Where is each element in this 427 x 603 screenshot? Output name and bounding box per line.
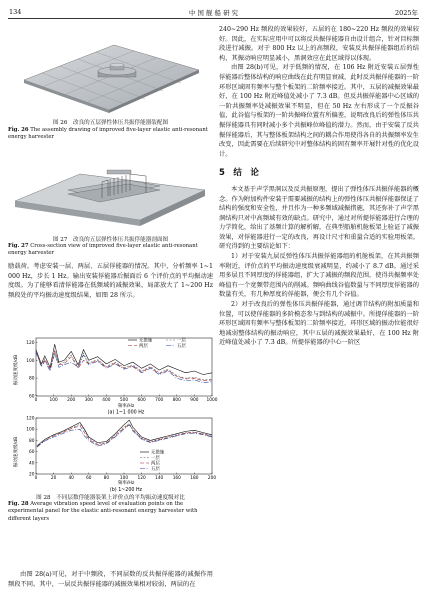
chart-a-xtick-label: 300 [84,398,93,403]
year-issue: 2025年 [394,9,418,17]
chart-b-xtick-label: 40 [68,476,74,481]
right-paragraph-2: 由图 28(b)可见，对于低频的情况，在 106 Hz 附近安装五层弹性俘能器后整体结构的响应曲线在此有明显衰减，此时反共振俘能器的一阶环形区域固有频率与整个板架的二阶频率接近。其中，五层的减振效果最好，在 100 Hz 附近峰值处减小了 7.3 dB。但反共振俘能器中心区域的一阶共振频率处减振效果不明显，但在 50 Hz 左右形成了一个反振谷值，此谷值与板架的一阶共振峰位置有所偏差，说明改良后的弹性体压共振俘能器具有同时减小多个共振峰位峰值的潜力。然而，由于安装了反共振俘能器后，其与整体板架结构之间的耦合作用使得各自的共振频率发生改变，因此需要在后续研究中对整体结构的固有频率开展针对性的优化设计。 [219,64,419,158]
fig28-caption-en [8,501,213,523]
chart-a-panel-label: (a) 1~1 000 Hz [107,410,145,416]
chart-b-xtick-label: 20 [50,476,57,481]
chart-b-xtick-label: 80 [103,476,110,481]
chart-a-xtick-label: 200 [67,398,76,403]
fig26-label: Fig. 26 [8,127,29,133]
chart-b-xtick-label: 180 [190,476,199,481]
chart-a-legend-label-0: 无措施 [139,338,153,344]
chart-b-xlabel: 频率/Hz [117,481,135,486]
chart-a-xtick-label: 600 [137,398,146,403]
chart-b-legend-label-3: 五层 [151,467,160,473]
chart-a-xtick-label: 1000 [206,398,218,403]
chart-b-legend-label-0: 无措施 [151,450,165,456]
right-paragraph-3: 本文基于声学黑洞以及反共振原理，提出了弹性体压共振俘能器的概念。作为附加构件安装于需要减振的结构上的弹性体压共振俘能器保证了结构的强度和安全性，并且作为一种多频域减振措施，其还弥补了声学黑洞结构只对中高频域有效的缺点。研究中，通过对所提俘能器进行合理的力学简化，给出了基频计算的解析解，在典型船舶机舱板架上验证了减振效果，对俘能器进行一定的改良，再设计尺寸和重量合适的实验用板架。研究得到的主要结论如下： [219,185,419,251]
header-rule [8,18,419,19]
chart-b-series-line-3 [37,425,212,447]
chart-b-xtick-label: 140 [155,476,164,481]
chart-a-legend-label-1: 一层 [177,338,186,344]
chart-a-xtick-label: 100 [49,398,58,403]
journal-title: 中 国 舰 船 研 究 [188,9,239,17]
chart-b-ytick-label: 80 [29,438,35,444]
left-paragraph-2-text: 由图 28(a)可见，对于中频段，不同层数的反共振俘能器的减振作用频段不同。其中，一层反共振俘能器的减振效果相对较弱，两层的在 [8,571,213,588]
chart-a-xtick-label: 400 [102,398,111,403]
right-paragraph-5: 2）对于改良后的弹性体压共振俘能器，通过调节结构的附加质量和位置，可以使俘能器的多阶模态参与到结构的减振中。所提俘能器的一阶环形区域固有频率与整体板架的二阶频率接近，环形区域的振动位能很好地减弱整体结构的振动响应，其中五层的减振效果最好，在 100 Hz 附近峰值处减小了 7.3 dB。所提俘能器的中心一阶区 [219,301,419,347]
chart-a-xtick-label: 700 [155,398,164,403]
chart-b-xtick-label: 100 [119,476,129,481]
chart-a-xtick-label: 800 [172,398,181,403]
right-paragraph-1: 240~290 Hz 频段的效果较好，五层的在 180~220 Hz 频段的效果较好。因此，在实际应用中可以将反共振俘能器自由设计组合，针对目标频段进行减振。对于 800 Hz 以上的高频段，安装反共振俘能器组后的结构，其振动响应明显减小，黑洞效应在此区域得以体现。 [219,26,419,62]
chart-b-ytick-label: 100 [26,427,35,433]
chart-a-ytick-label: 100 [26,358,35,364]
left-paragraph-2 [8,570,213,589]
chart-b-series-line-0 [37,420,212,446]
chart-b-legend-label-2: 两层 [151,461,160,467]
chart-b-xtick-label: 0 [34,476,38,481]
fig28-caption-en-text: Average vibration speed level of evaluation points on the experimental panel for the elastic anti-resonant energy harvester with different layers [8,501,198,522]
chart-a-series-line-2 [36,351,212,380]
left-paragraph-1-text: 励载荷，考虑安装一层、两层、五层俘能器的情况。其中，分析频率 1~1 000 Hz，步长 1 Hz。输出安装俘能器后振面后 6 个评价点的平均振动速度级。为了能够看清俘能器在低频域的减振效果，局部放大了 1~200 Hz 频段处的平均振动速度级结果，如图 28 所示。 [8,263,213,299]
fig27-caption-cn: 图 27 改良的五层弹性体压共振俘能器剖面图 [52,237,169,243]
right-column [219,25,419,348]
chart-b-series-line-1 [37,424,212,446]
page-number: 134 [9,8,22,16]
chart-b-plot-frame [36,418,212,474]
chart-a-ylabel: 振动速度级/dB [14,354,19,386]
fig28-label: Fig. 28 [8,501,29,507]
chart-b-ytick-label: 60 [29,450,35,456]
fig27-caption-en [8,243,213,258]
right-paragraph-4: 1）对于安装九层反弹性体压共振俘能器组的机舱板架，在其共振频率附近，评价点的平均振动速度级衰减明显，约减小了 8.7 dB。通过采用多层且不同厚度的俘能器组，扩大了减振的频段范围，使得共振频率处峰值有一个宽频带范围内的削减。频响曲线谷值数量与不同厚度俘能器的数量有关，有几种厚度的俘能器，便会有几个谷值。 [219,253,419,299]
chart-a-xtick-label: 900 [190,398,199,403]
chart-a-ytick-label: 60 [29,394,35,400]
fig26-caption-en [8,127,213,142]
chart-a-legend-label-2: 两层 [139,344,148,350]
fig27-caption-en-text: Cross-section view of improved five-layer elastic anti-resonant energy harvester [8,243,198,257]
chart-a-ytick-label: 80 [29,376,35,382]
chart-a-xtick-label: 0 [34,398,38,403]
chart-b-xtick-label: 120 [137,476,146,481]
chart-b-xtick-label: 160 [172,476,181,481]
chart-b-series-line-2 [37,424,212,446]
chart-b-xtick-label: 200 [207,476,217,481]
fig27-label: Fig. 27 [8,243,29,249]
fig26-assembly-image [14,25,206,118]
left-paragraph-1 [8,262,213,300]
section-5-heading: 5 结 论 [219,168,259,179]
fig28-charts [8,334,216,492]
chart-b-xtick-label: 60 [86,476,92,481]
chart-b-ytick-label: 20 [29,472,35,478]
chart-a [12,337,218,416]
fig26-caption-cn: 图 26 改良的五层弹性体压共振俘能器装配图 [52,120,169,126]
chart-a-ytick-label: 120 [26,340,35,346]
chart-a-xlabel: 频率/Hz [117,404,135,409]
chart-b-legend-label-1: 一层 [151,456,160,462]
chart-b-ylabel: 振动速度级/dB [14,436,19,468]
chart-b-ytick-label: 40 [29,461,35,467]
fig27-section-image [10,156,210,234]
chart-b-ytick-label: 120 [26,416,35,422]
chart-a-series-line-1 [36,350,212,380]
chart-b-panel-label: (b) 1~200 Hz [109,488,143,493]
chart-b [12,416,216,494]
chart-a-xtick-label: 500 [119,398,129,403]
chart-a-legend-label-3: 五层 [177,344,186,350]
fig28-caption-cn: 图 28 不同层数俘能器装架上评价点的平均振动速度级对比 [36,495,185,501]
fig26-caption-en-text: The assembly drawing of improved five-layer elastic anti-resonant energy harvester [8,127,208,141]
